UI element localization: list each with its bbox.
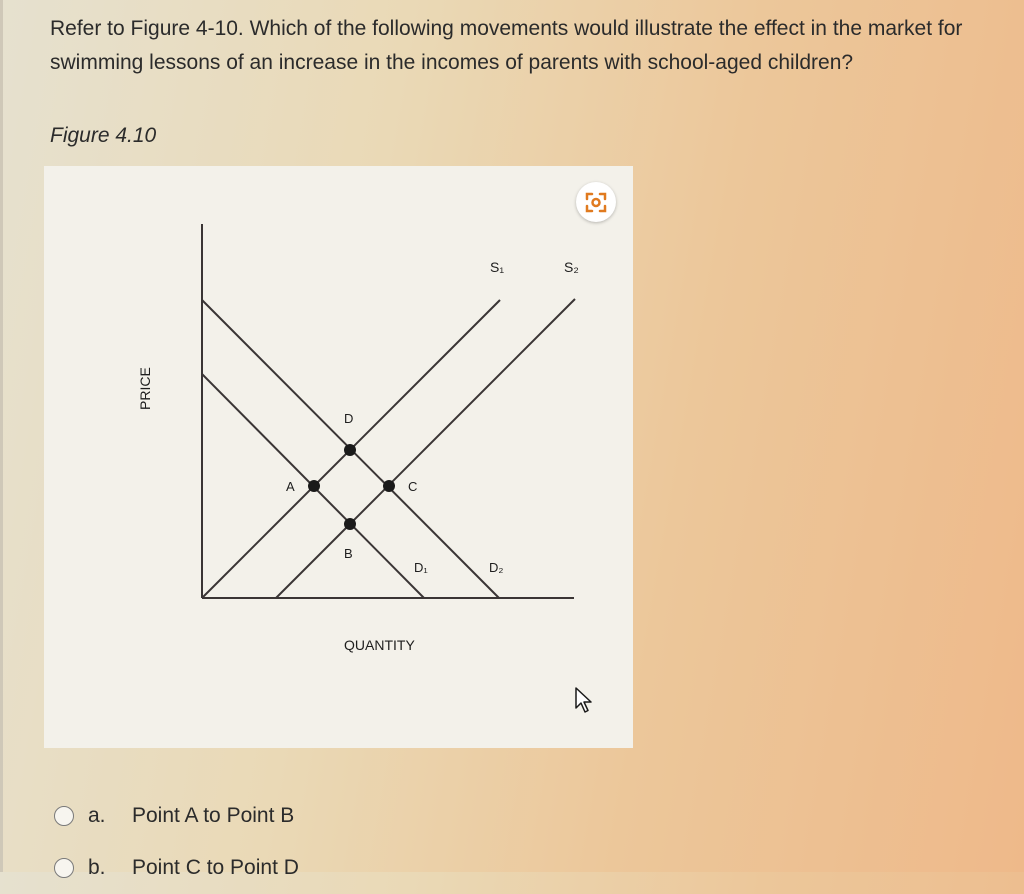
choice-a[interactable] (54, 790, 299, 842)
x-axis-label: QUANTITY (344, 637, 415, 653)
expand-image-button[interactable] (576, 182, 616, 222)
supply-demand-diagram (44, 166, 633, 748)
point-d-label: D (344, 411, 354, 426)
d1-label: D₁ (414, 560, 428, 575)
point-a-marker (308, 480, 320, 492)
choice-b[interactable] (54, 842, 299, 894)
s1-label: S₁ (490, 259, 505, 275)
point-a-label: A (286, 479, 295, 494)
window-edge (0, 0, 3, 872)
d2-label: D₂ (489, 560, 504, 575)
y-axis-label: PRICE (137, 367, 153, 410)
question-text: Refer to Figure 4-10. Which of the following movements would illustrate the effect in the market for swimming lessons of an increase in the incomes of parents with school-aged children? (50, 17, 963, 74)
mouse-pointer-icon (574, 686, 596, 714)
choice-b-text: Point C to Point D (132, 856, 299, 879)
choice-b-radio[interactable] (54, 858, 74, 878)
choice-b-letter: b. (88, 856, 106, 879)
choice-a-letter: a. (88, 804, 106, 827)
supply-curve-s2 (276, 299, 575, 598)
answer-choices (54, 790, 299, 894)
point-b-marker (344, 518, 356, 530)
point-c-label: C (408, 479, 418, 494)
point-c-marker (383, 480, 395, 492)
point-d-marker (344, 444, 356, 456)
choice-a-radio[interactable] (54, 806, 74, 826)
choice-a-text: Point A to Point B (132, 804, 295, 827)
s2-label: S₂ (564, 259, 579, 275)
expand-camera-icon (576, 182, 616, 222)
figure-panel (44, 166, 633, 748)
point-b-label: B (344, 546, 353, 561)
figure-caption: Figure 4.10 (50, 124, 157, 147)
